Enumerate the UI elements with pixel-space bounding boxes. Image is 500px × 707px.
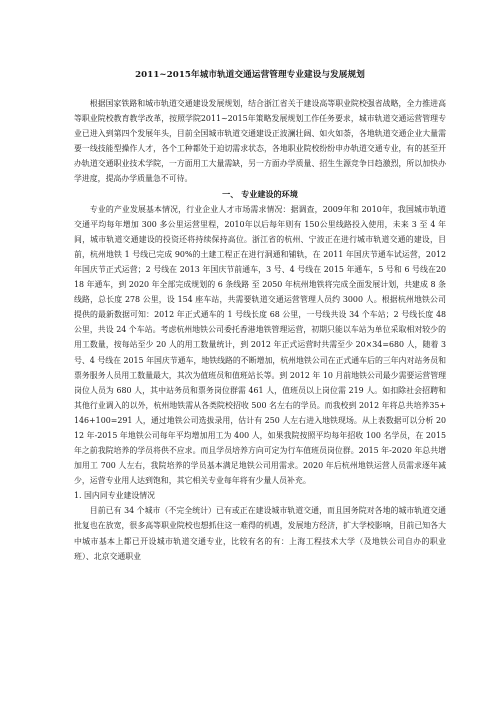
document-body [74,96,446,564]
section-body-paragraph: 专业的产业发展基本情况，行业企业人才市场需求情况：据调查，2009年和 2010年，我国城市轨道交通平均每年增加 300 多公里运营里程，2010年以后每年则有 150公里线路投入使用，未来 3 至 4 年间，城市轨道交通建设的投资还将持续保持高位。浙江省的杭州、宁波正在进行城市轨道交通的建设，目前，杭州地铁 1 号线已完成 90%的土建工程正在进行洞通和铺轨，在 2011 年国庆节通车试运营，2012 年国庆节正式运营；2 号线在 2013 年国庆节前通车，3 号、4 号线在 2015 年通车，5 号和 6 号线在2018 年通车，到 2020 年全部完成规划的 6 条线路 至 2050 年杭州地铁将完成全面发展计划，共建成 8 条线路，总长度 278 公里，设 154 座车站，共需要轨道交通运营管理人员约 3000 人。根据杭州地铁公司提供的最新数据可知：2012 年正式通车的 1 号线长度 68 公里，一号线共设 34 个车站；2 号线长度 48 公里，共设 24 个车站。考虑杭州地铁公司委托香港地铁管理运营，初期只能以车站为单位采取相对较少的用工数量，按每站至少 20 人的用工数量统计，到 2012 年正式运营时共需至少 20×34=680 人，随着 3 号、4 号线在 2015 年国庆节通车，地铁线路的不断增加，杭州地铁公司在正式通车后的三年内对站务员和票务服务人员用工数量最大，其次为值班员和值班站长等。到 2012 年 10 月前地铁公司最少需要运营管理岗位人员为 680 人，其中站务员和票务岗位群需 461 人，值班员以上岗位需 219 人。如扣除社会招聘和其他行业调入的以外，杭州地铁需从各类院校招收 500 名左右的学员。而我校到 2012 年将总共培养35+146+100=291 人，通过地铁公司选拔录用，估计有 250 人左右进入地铁现场。从上表数据可以分析 2012 年-2015 年地铁公司每年平均增加用工为 400 人，如果我院按照平均每年招收 100 名学员，在 2015 年之前我院培养的学员将供不应求。而且学员培养方向可定为行车值班员岗位群。2015 年-2020 年总共增加用工 700 人左右，我院培养的学员基本满足地铁公司用需求。2020 年后杭州地铁运营人员需求逐年减少，运营专业用人达到饱和，其它相关专业每年将有少量人员补充。 [74,204,446,486]
subsection-body-paragraph: 目前已有 34 个城市（不完全统计）已有或正在建设城市轨道交通，而且国务院对各地的城市轨道交通批复也在放宽，很多高等职业院校也想抓住这一难得的机遇，发展地方经济，扩大学校影响，目前已知各大中城市基本上都已开设城市轨道交通专业，比较有名的有：上海工程技术大学（及地铁公司自办的职业班）、北京交通职业 [74,506,446,561]
document-title: 2011~2015年城市轨道交通运营管理专业建设与发展规划 [135,70,365,80]
section-heading: 一、 专业建设的环境 [222,188,298,199]
subsection-heading: 1. 国内同专业建设情况 [74,491,156,501]
intro-paragraph: 根据国家铁路和城市轨道交通建设发展规划，结合浙江省关于建设高等职业院校强省战略，全力推进高等职业院校教育教学改革，按照学院2011~2015年策略发展规划工作任务要求，城市轨道交通运营管理专业已进入到第四个发展年头，目前全国城市轨道交通建设正波澜壮阔、如火如荼，各地轨道交通企业大量需要一线技能型操作人才，各个工种都处于迫切需求状态，各地职业院校纷纷申办轨道交通专业，有的甚至开办轨道交通职业技术学院，一方面用工大量需缺，另一方面办学质量、招生生源竞争日趋激烈，所以加快办学进度，提高办学质量急不可待。 [74,99,446,184]
